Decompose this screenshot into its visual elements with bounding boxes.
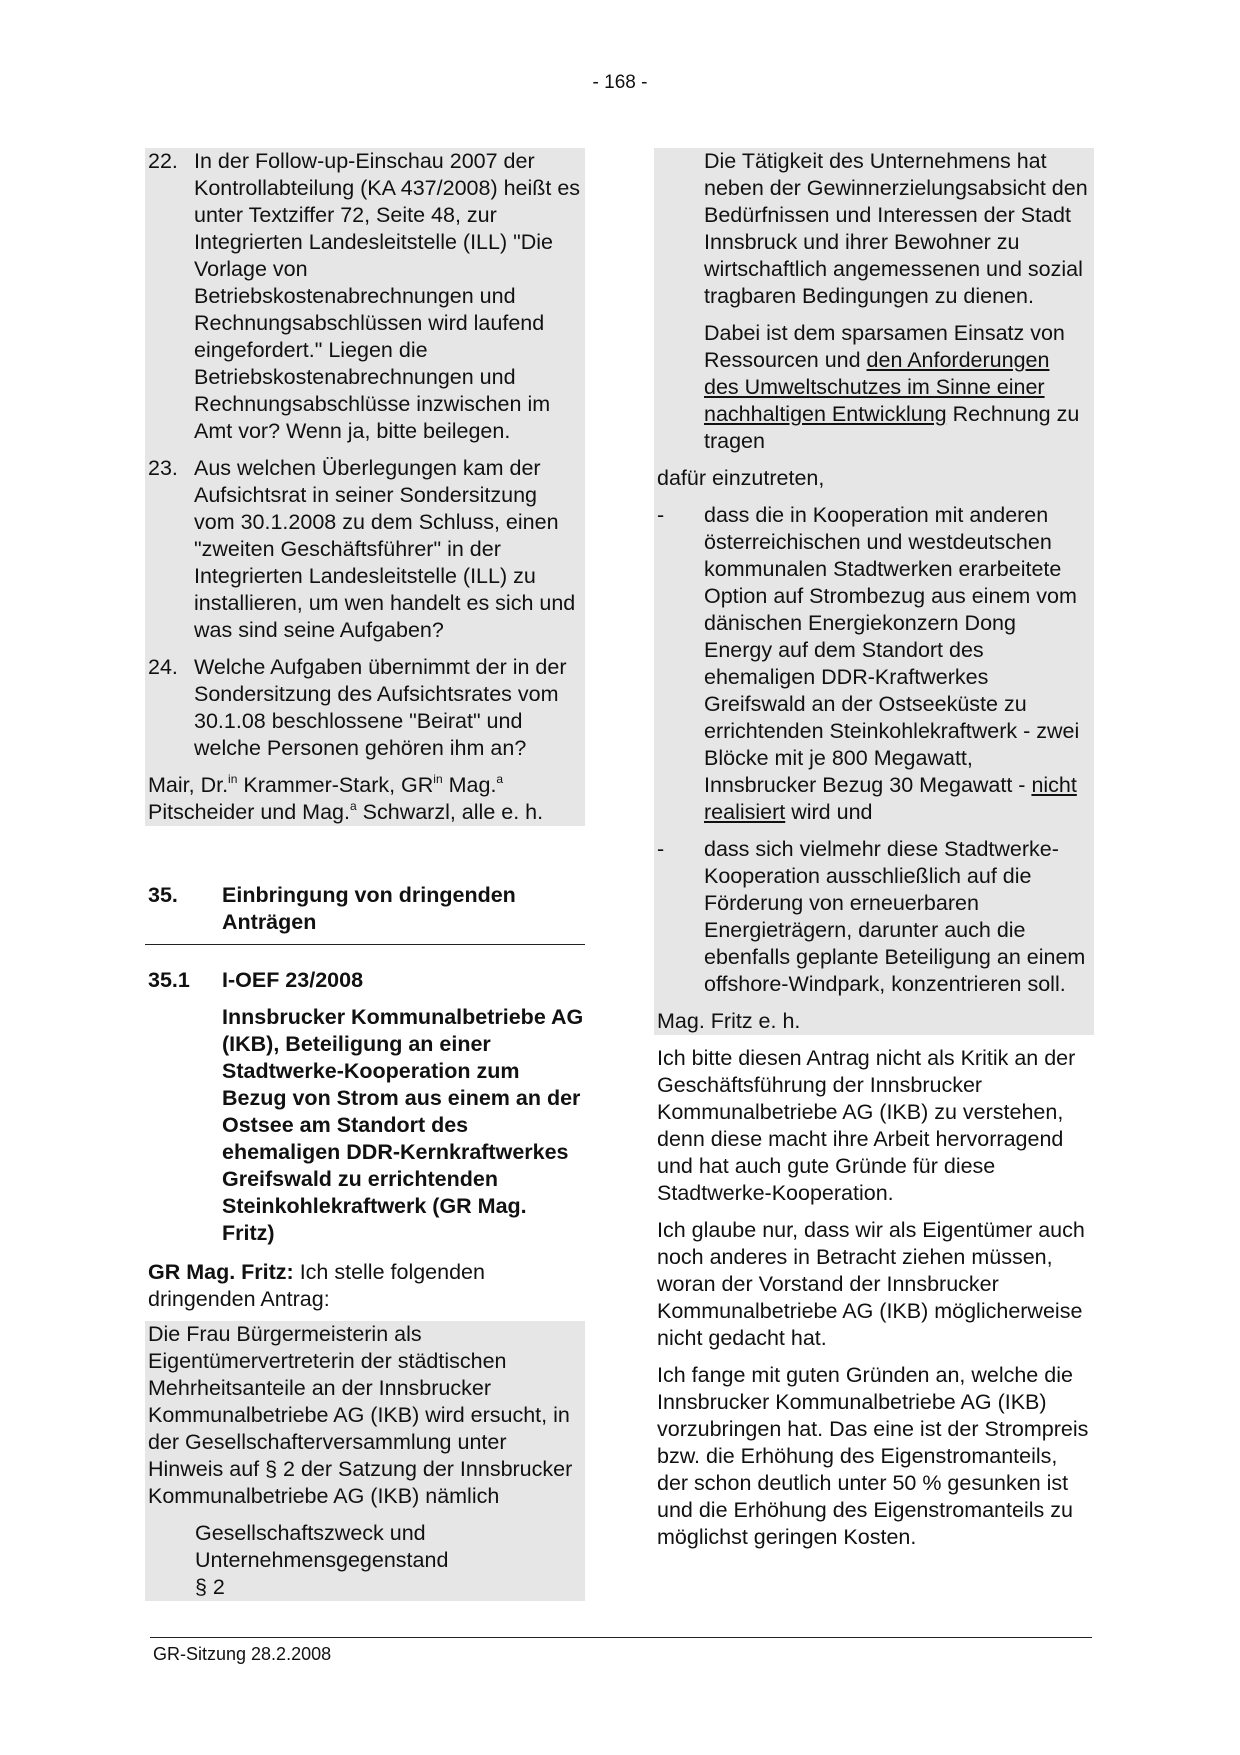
demand-text: dass die in Kooperation mit anderen österreichischen und westdeutschen kommunalen Stadtwerken erarbeitete Option auf Strombezug aus einem vom dänischen Energiekonzern Dong Energy auf dem Standort des ehemaligen DDR-Kraftwerkes Greifswald an der Ostseeküste zu errichtenden Steinkohlekraftwerk - zwei Blöcke mit je 800 Megawatt, Innsbrucker Bezug 30 Megawatt - nicht realisiert wird und: [704, 503, 1080, 824]
left-column: [145, 148, 585, 1601]
subsection-number: 35.1: [148, 968, 190, 992]
speech-paragraph: Ich bitte diesen Antrag nicht als Kritik an der Geschäftsführung der Innsbrucker Kommunalbetriebe AG (IKB) zu verstehen, denn diese macht ihre Arbeit hervorragend und hat auch gute Gründe für diese Stadtwerke-Kooperation.: [657, 1046, 1076, 1205]
question-item: [145, 148, 585, 445]
speech-paragraph: Ich fange mit guten Gründen an, welche die Innsbrucker Kommunalbetriebe AG (IKB) vorzubringen hat. Das eine ist der Strompreis bzw. die Erhöhung des Eigenstromanteils, der schon deutlich unter 50 % gesunken ist und die Erhöhung des Eigenstromanteils zu möglichst geringen Kosten.: [657, 1363, 1089, 1549]
motion-signature: Mag. Fritz e. h.: [657, 1009, 801, 1033]
speech-paragraph: Ich glaube nur, dass wir als Eigentümer auch noch anderes in Betracht ziehen müssen, woran der Vorstand der Innsbrucker Kommunalbetriebe AG (IKB) möglicherweise nicht gedacht hat.: [657, 1218, 1085, 1350]
question-text: In der Follow-up-Einschau 2007 der Kontrollabteilung (KA 437/2008) heißt es unter Textziffer 72, Seite 48, zur Integrierten Landesleitstelle (ILL) "Die Vorlage von Betriebskostenabrechnungen und Rechnungsabschlüssen wird laufend eingefordert." Liegen die Betriebskostenabrechnungen und Rechnungsabschlüsse inzwischen im Amt vor? Wenn ja, bitte beilegen.: [194, 149, 581, 443]
demand-item: [654, 502, 1094, 826]
speaker-intro: GR Mag. Fritz: Ich stelle folgenden dringenden Antrag:: [148, 1260, 485, 1311]
footer-text: GR-Sitzung 28.2.2008: [153, 1644, 332, 1664]
question-text: Aus welchen Überlegungen kam der Aufsichtsrat in seiner Sondersitzung vom 30.1.2008 zu dem Schluss, einen "zweiten Geschäftsführer" in der Integrierten Landesleitstelle (ILL) zu installieren, um wen handelt es sich und was sind seine Aufgaben?: [194, 456, 576, 642]
subsection-heading: [145, 967, 585, 994]
dash-marker: -: [657, 837, 665, 861]
motion-continued: [654, 148, 1094, 1035]
demand-text: dass sich vielmehr diese Stadtwerke-Kooperation ausschließlich auf die Förderung von erneuerbaren Energieträgern, darunter auch die ebenfalls geplante Beteiligung an einem offshore-Windpark, konzentrieren soll.: [704, 837, 1086, 996]
motion-text: Die Frau Bürgermeisterin als Eigentümervertreterin der städtischen Mehrheitsanteile an der Innsbrucker Kommunalbetriebe AG (IKB) wird ersucht, in der Gesellschafterversammlung unter Hinweis auf § 2 der Satzung der Innsbrucker Kommunalbetriebe AG (IKB) nämlich: [148, 1322, 573, 1508]
question-text: Welche Aufgaben übernimmt der in der Sondersitzung des Aufsichtsrates vom 30.1.08 beschlossene "Beirat" und welche Personen gehören ihm an?: [194, 655, 567, 760]
section-number: 35.: [148, 883, 178, 907]
section-title: Einbringung von dringenden Anträgen: [222, 883, 516, 934]
dash-marker: -: [657, 503, 665, 527]
quote-heading: Gesellschaftszweck und Unternehmensgegenstand: [195, 1521, 449, 1572]
question-item: [145, 455, 585, 644]
question-item: [145, 654, 585, 762]
speaker-name: GR Mag. Fritz:: [148, 1260, 294, 1284]
subsection-title: Innsbrucker Kommunalbetriebe AG (IKB), Beteiligung an einer Stadtwerke-Kooperation zum Bezug von Strom aus einem an der Ostsee am Standort des ehemaligen DDR-Kernkraftwerkes Greifswald zu errichtenden Steinkohlekraftwerk (GR Mag. Fritz): [222, 1005, 584, 1245]
questions-block: [145, 148, 585, 826]
subsection-code: I-OEF 23/2008: [222, 968, 364, 992]
section-heading: [145, 882, 585, 936]
question-number: 23.: [148, 456, 178, 480]
signatories: Mair, Dr.$^{in}$ Krammer-Stark, $GR^{in}$ Mag.$^a$ Pitscheider und Mag.$^a$ Schwarzl, alle e. h.: [148, 772, 544, 824]
question-number: 22.: [148, 149, 178, 173]
statute-quote-2: Dabei ist dem sparsamen Einsatz von Ressourcen und den Anforderungen des Umweltschutzes im Sinne einer nachhaltigen Entwicklung Rechnung zu tragen: [704, 321, 1080, 453]
page-number: - 168 -: [592, 72, 648, 93]
motion-lead: dafür einzutreten,: [657, 466, 825, 490]
quote-paragraph-sign: § 2: [195, 1575, 225, 1599]
statute-quote-1: Die Tätigkeit des Unternehmens hat neben der Gewinnerzielungsabsicht den Bedürfnissen und Interessen der Stadt Innsbruck und ihrer Bewohner zu wirtschaftlich angemessenen und sozial tragbaren Bedingungen zu dienen.: [704, 149, 1088, 308]
right-column: [654, 148, 1094, 1551]
motion-block: [145, 1321, 585, 1601]
footer-rule: [150, 1637, 1092, 1638]
demand-item: [654, 836, 1094, 998]
question-number: 24.: [148, 655, 178, 679]
